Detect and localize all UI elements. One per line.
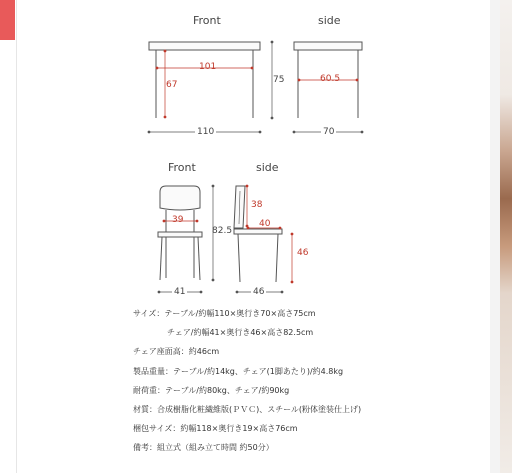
spec-seat-height: チェア座面高：約46cm [133, 347, 220, 356]
spec-package-size: 梱包サイズ：約幅118×奥行き19×高さ76cm [133, 424, 298, 433]
chair-depth-label: 46 [253, 287, 265, 297]
table-inner-width-label: 101 [199, 62, 217, 72]
chair-back-height-label: 38 [251, 200, 263, 210]
table-front-title: Front [193, 14, 221, 27]
spec-remarks: 備考：組立式（組み立て時間 約50分） [133, 443, 274, 452]
table-side-title: side [318, 14, 341, 27]
table-inner-height-label: 67 [166, 80, 178, 90]
chair-seat-depth-label: 40 [259, 219, 271, 229]
spec-load-capacity: 耐荷重：テーブル/約80kg、チェア/約90kg [133, 386, 290, 395]
table-side-inner-label: 60.5 [320, 74, 341, 84]
chair-front-title: Front [168, 161, 196, 174]
table-height-label: 75 [273, 75, 285, 85]
spec-weight: 製品重量：テーブル/約14kg、チェア(1脚あたり)/約4.8kg [133, 367, 344, 376]
chair-seat-width-label: 39 [172, 215, 184, 225]
chair-front-drawing [158, 186, 202, 280]
table-width-label: 110 [197, 127, 215, 137]
spec-size: サイズ：テーブル/約幅110×奥行き70×高さ75cm [133, 309, 316, 318]
spec-size-chair: チェア/約幅41×奥行き46×高さ82.5cm [167, 328, 314, 337]
spec-material: 材質：合成樹脂化粧繊維版(ＰＶＣ)、スチール(粉体塗装仕上げ) [133, 405, 362, 414]
chair-seat-height-label: 46 [297, 248, 309, 258]
chair-side-title: side [256, 161, 279, 174]
table-side-dims [293, 79, 364, 134]
table-depth-label: 70 [323, 127, 335, 137]
chair-width-label: 41 [174, 287, 186, 297]
chair-height-label: 82.5 [212, 226, 233, 236]
